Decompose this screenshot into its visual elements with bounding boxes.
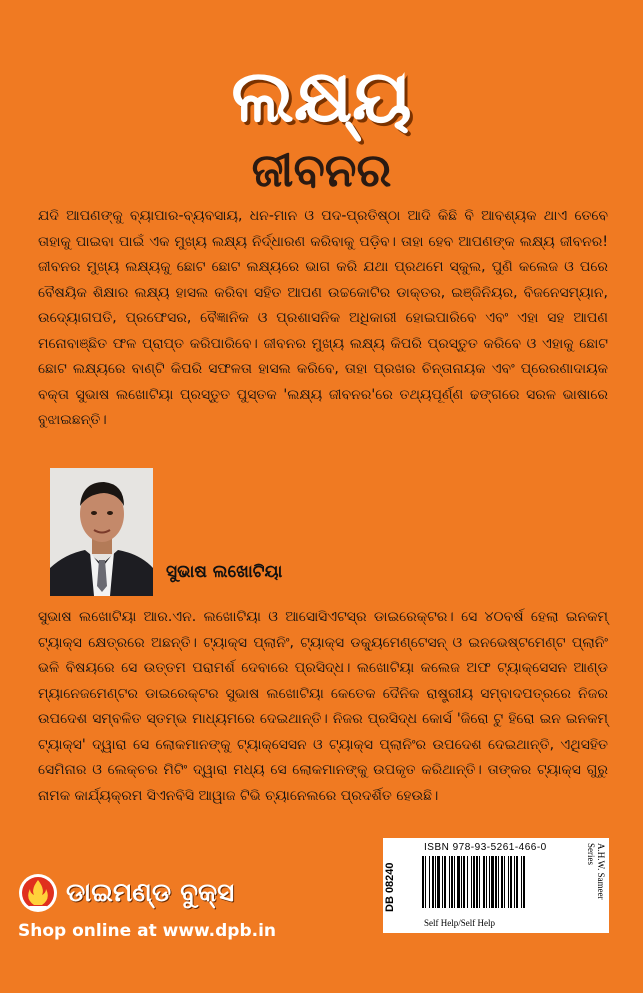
barcode-bar xyxy=(476,856,478,908)
barcode-bar xyxy=(425,856,426,908)
barcode-bar xyxy=(498,856,499,908)
barcode-bar xyxy=(437,856,440,908)
barcode-bar xyxy=(523,856,525,908)
barcode-bars xyxy=(420,856,578,914)
barcode-bar xyxy=(444,856,446,908)
book-description: ଯଦି ଆପଣଙ୍କୁ ବ୍ୟାପାର-ବ୍ୟବସାୟ, ଧନ-ମାନ ଓ ପଦ-ପ୍ରତିଷ୍ଠା ଆଦି କିଛି ବି ଆବଶ୍ୟକ ଥାଏ ତେବେ ତାହାକୁ ପାଇବା ପାଇଁ ଏକ ମୁଖ୍ୟ ଲକ୍ଷ୍ୟ ନିର୍ଦ୍ଧାରଣ କରିବାକୁ ପଡ଼ିବ। ତାହା ହେବ ଆପଣଙ୍କ ଲକ୍ଷ୍ୟ ଜୀବନର! ଜୀବନର ମୁଖ୍ୟ ଲକ୍ଷ୍ୟକୁ ଛୋଟ ଛୋଟ ଲକ୍ଷ୍ୟରେ ଭାଗ କରି ଯଥା ପ୍ରଥମେ ସ୍କୁଲ, ପୁଣି କଲେଜ ଓ ପରେ ବୈଷୟିକ ଶିକ୍ଷାର ଲକ୍ଷ୍ୟ ହାସଲ କରିବା ସହିତ ଆପଣ ଉଚ୍ଚକୋଟିର ଡାକ୍ତର, ଇଞ୍ଜିନିୟର, ବିଜନେସମ୍ୟାନ, ଉଦ୍ୟୋଗପତି, ପ୍ରଫେସର, ବୈଜ୍ଞାନିକ ଓ ପ୍ରଶାସନିକ ଅଧିକାରୀ ହୋଇପାରିବେ ଏବଂ ଏହା ସହ ଆପଣ ମନୋବାଞ୍ଛିତ ଫଳ ପ୍ରାପ୍ତ କରିପାରିବେ। ଜୀବନର ମୁଖ୍ୟ ଲକ୍ଷ୍ୟ କିପରି ପ୍ରସ୍ତୁତ କରିବେ ଓ ଏହାକୁ ଛୋଟ ଛୋଟ ଲକ୍ଷ୍ୟରେ ବାଣ୍ଟି କିପରି ସଫଳତା ହାସଲ କରିବେ, ତାହା ପ୍ରଖର ଚିନ୍ତାନାୟକ ଏବଂ ପ୍ରେରଣାଦାୟକ ବକ୍ତା ସୁଭାଷ ଲଖୋଟିୟା ପ୍ରସ୍ତୁତ ପୁସ୍ତକ 'ଲକ୍ଷ୍ୟ ଜୀବନର'ରେ ତଥ୍ୟପୂର୍ଣ୍ଣ ଢଙ୍ଗରେ ସରଳ ଭାଷାରେ ବୁଝାଇଛନ୍ତି। xyxy=(38,208,608,428)
series-text: A.H.W. Sameer Series xyxy=(586,843,606,900)
barcode-bar xyxy=(461,856,462,908)
shop-online-text: Shop online at www.dpb.in xyxy=(18,921,276,941)
author-bio: ସୁଭାଷ ଲଖୋଟିୟା ଆର.ଏନ. ଲଖୋଟିୟା ଓ ଆସୋସିଏଟସ୍‌ର ଡାଇରେକ୍ଟର। ସେ ୪୦ବର୍ଷ ହେଲା ଇନକମ୍ ଟ୍ୟାକ୍ସ କ୍ଷେତ୍ରରେ ଅଛନ୍ତି। ଟ୍ୟାକ୍ସ ପ୍ଲାନିଂ, ଟ୍ୟାକ୍ସ ଡକ୍ୟୁମେଣ୍ଟେସନ୍ ଓ ଇନଭେଷ୍ଟମେଣ୍ଟ ପ୍ଲାନିଂ ଭଳି ବିଷୟରେ ସେ ଉତ୍ତମ ପରାମର୍ଶ ଦେବାରେ ପ୍ରସିଦ୍ଧ। ଲଖୋଟିୟା କଲେଜ ଅଫ ଟ୍ୟାକ୍ସେସନ ଆଣ୍ଡ ମ୍ୟାନେଜମେଣ୍ଟର ଡାଇରେକ୍ଟର ସୁଭାଷ ଲଖୋଟିୟା କେତେକ ଦୈନିକ ରାଷ୍ଟ୍ରୀୟ ସମ୍ବାଦପତ୍ରରେ ନିଜର ଉପଦେଶ ସମ୍ବଳିତ ସ୍ତମ୍ଭ ମାଧ୍ୟମରେ ଦେଇଥାନ୍ତି। ନିଜର ପ୍ରସିଦ୍ଧ କୋର୍ସ 'ଜିରୋ ଟୁ ହିରୋ ଇନ ଇନକମ୍ ଟ୍ୟାକ୍ସ' ଦ୍ୱାରା ସେ ଲୋକମାନଙ୍କୁ ଟ୍ୟାକ୍ସେସନ ଓ ଟ୍ୟାକ୍ସ ପ୍ଲାନିଂର ଉପଦେଶ ଦେଇଥାନ୍ତି, ଏଥିସହିତ ସେମିନାର ଓ ଲେକ୍ଚର ମିଟିଂ ଦ୍ୱାରା ମଧ୍ୟ ସେ ଲୋକମାନଙ୍କୁ ଉପକୃତ କରିଥାନ୍ତି। ତାଙ୍କର ଟ୍ୟାକ୍ସ ଗୁରୁ ନାମକ କାର୍ଯ୍ୟକ୍ରମ ସିଏନବିସି ଆୱାଜ ଟିଭି ଚ୍ୟାନେଲରେ ପ୍ରଦର୍ଶିତ ହେଉଛି। xyxy=(38,609,608,804)
barcode-bar xyxy=(510,856,512,908)
book-title-line1: ଲକ୍ଷ୍ୟ xyxy=(231,54,412,138)
barcode-bar xyxy=(422,856,424,908)
author-photo xyxy=(50,468,153,596)
barcode-bar xyxy=(491,856,494,908)
barcode-bar xyxy=(454,856,455,908)
barcode-bar xyxy=(483,856,485,908)
barcode-bar xyxy=(463,856,465,908)
barcode-bar xyxy=(432,856,434,908)
book-code-label: DB 08240 xyxy=(384,862,396,912)
barcode-bar xyxy=(516,856,518,908)
isbn-text: ISBN 978-93-5261-466-0 xyxy=(424,842,547,853)
barcode-bar xyxy=(501,856,503,908)
barcode-bar xyxy=(467,856,468,908)
book-title-line2: ଜୀବନର xyxy=(251,143,392,197)
barcode-bar xyxy=(442,856,443,908)
barcode-bar xyxy=(486,856,487,908)
category-text: Self Help/Self Help xyxy=(424,918,495,928)
barcode-bar xyxy=(451,856,453,908)
barcode-bar xyxy=(521,856,522,908)
barcode-bar xyxy=(449,856,450,908)
barcode-bar xyxy=(471,856,472,908)
barcode-bar xyxy=(435,856,436,908)
barcode-bar xyxy=(514,856,515,908)
barcode-bar xyxy=(495,856,497,908)
barcode-bar xyxy=(429,856,430,908)
barcode-bar xyxy=(508,856,509,908)
publisher-logo xyxy=(18,873,234,913)
barcode-bar xyxy=(504,856,505,908)
flame-logo-icon xyxy=(18,873,58,913)
barcode-bar xyxy=(489,856,490,908)
barcode-bar xyxy=(473,856,475,908)
publisher-brand: ଡାଇମଣ୍ଡ ବୁକ୍ସ xyxy=(66,877,235,908)
book-code xyxy=(384,844,410,930)
author-name: ସୁଭାଷ ଲଖୋଟିୟା xyxy=(166,562,283,582)
barcode-bar xyxy=(457,856,460,908)
barcode-bar xyxy=(479,856,480,908)
